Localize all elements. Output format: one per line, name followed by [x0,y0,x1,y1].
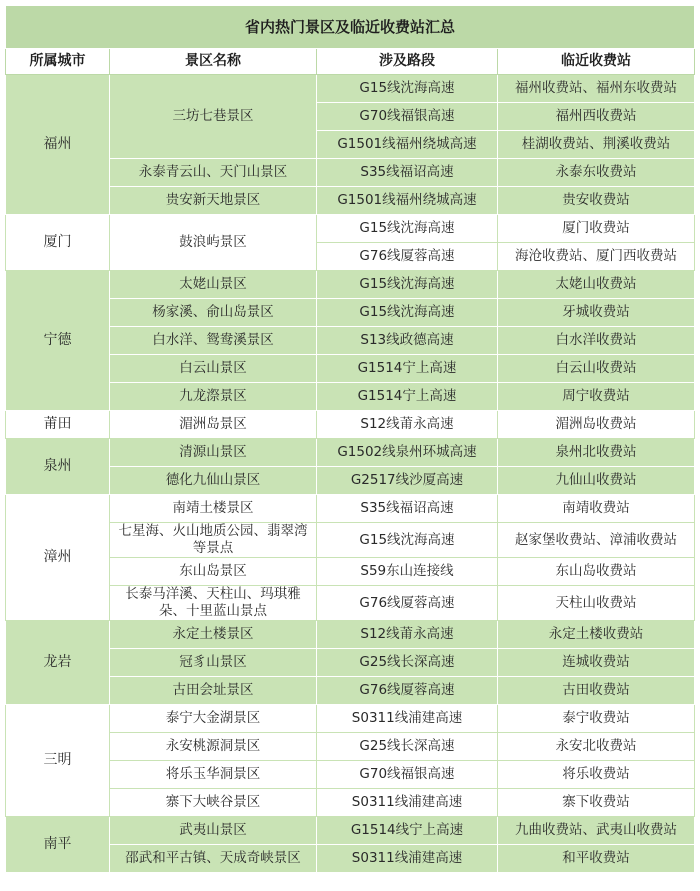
table-row [6,817,695,845]
city-cell: 厦门 [6,215,110,271]
road-cell: G70线福银高速 [317,761,498,789]
toll-cell: 贵安收费站 [498,187,695,215]
scenic-cell: 长泰马洋溪、天柱山、玛琪雅朵、十里蓝山景点 [110,586,317,621]
table-row [6,495,695,523]
road-cell: S12线莆永高速 [317,411,498,439]
road-cell: G1501线福州绕城高速 [317,187,498,215]
table-row [6,649,695,677]
city-cell: 泉州 [6,439,110,495]
road-cell: G1501线福州绕城高速 [317,131,498,159]
road-cell: S0311线浦建高速 [317,845,498,873]
table-row [6,789,695,817]
toll-cell: 永泰东收费站 [498,159,695,187]
header-toll: 临近收费站 [498,49,695,75]
city-cell: 南平 [6,817,110,873]
road-cell: S12线莆永高速 [317,621,498,649]
toll-cell: 古田收费站 [498,677,695,705]
toll-cell: 天柱山收费站 [498,586,695,621]
road-cell: G70线福银高速 [317,103,498,131]
scenic-cell: 永定土楼景区 [110,621,317,649]
toll-cell: 和平收费站 [498,845,695,873]
city-cell: 龙岩 [6,621,110,705]
scenic-cell: 东山岛景区 [110,558,317,586]
city-cell: 漳州 [6,495,110,621]
table-row [6,705,695,733]
table-row [6,411,695,439]
scenic-cell: 湄洲岛景区 [110,411,317,439]
scenic-cell: 泰宁大金湖景区 [110,705,317,733]
toll-cell: 福州西收费站 [498,103,695,131]
toll-cell: 九仙山收费站 [498,467,695,495]
table-row [6,586,695,621]
road-cell: G1514宁上高速 [317,383,498,411]
toll-cell: 永安北收费站 [498,733,695,761]
toll-cell: 泉州北收费站 [498,439,695,467]
table-row [6,187,695,215]
road-cell: G15线沈海高速 [317,523,498,558]
road-cell: G25线长深高速 [317,649,498,677]
toll-cell: 连城收费站 [498,649,695,677]
toll-cell: 周宁收费站 [498,383,695,411]
scenic-cell: 清源山景区 [110,439,317,467]
scenic-cell: 南靖土楼景区 [110,495,317,523]
toll-cell: 九曲收费站、武夷山收费站 [498,817,695,845]
road-cell: G76线厦蓉高速 [317,677,498,705]
table-container [5,5,694,873]
road-cell: G15线沈海高速 [317,75,498,103]
toll-cell: 桂湖收费站、荆溪收费站 [498,131,695,159]
scenic-cell: 贵安新天地景区 [110,187,317,215]
table-row [6,383,695,411]
city-cell: 福州 [6,75,110,215]
table-row [6,159,695,187]
scenic-cell: 三坊七巷景区 [110,75,317,159]
header-scenic: 景区名称 [110,49,317,75]
scenic-cell: 将乐玉华洞景区 [110,761,317,789]
toll-cell: 寨下收费站 [498,789,695,817]
scenic-cell: 武夷山景区 [110,817,317,845]
table-row [6,75,695,103]
header-row [6,49,695,75]
road-cell: S0311线浦建高速 [317,789,498,817]
scenic-cell: 邵武和平古镇、天成奇峡景区 [110,845,317,873]
table-row [6,621,695,649]
table-row [6,467,695,495]
toll-cell: 太姥山收费站 [498,271,695,299]
table-row [6,327,695,355]
table-title: 省内热门景区及临近收费站汇总 [6,6,695,49]
header-city: 所属城市 [6,49,110,75]
road-cell: G15线沈海高速 [317,215,498,243]
road-cell: G76线厦蓉高速 [317,243,498,271]
table-row [6,299,695,327]
scenic-cell: 太姥山景区 [110,271,317,299]
road-cell: G1514线宁上高速 [317,817,498,845]
toll-cell: 赵家堡收费站、漳浦收费站 [498,523,695,558]
toll-cell: 泰宁收费站 [498,705,695,733]
road-cell: G76线厦蓉高速 [317,586,498,621]
table-row [6,523,695,558]
table-row [6,215,695,243]
city-cell: 三明 [6,705,110,817]
toll-cell: 永定土楼收费站 [498,621,695,649]
toll-cell: 南靖收费站 [498,495,695,523]
toll-cell: 湄洲岛收费站 [498,411,695,439]
toll-cell: 东山岛收费站 [498,558,695,586]
table-row [6,355,695,383]
scenic-cell: 九龙漈景区 [110,383,317,411]
toll-cell: 将乐收费站 [498,761,695,789]
road-cell: S13线政德高速 [317,327,498,355]
table-row [6,761,695,789]
road-cell: G25线长深高速 [317,733,498,761]
toll-cell: 白水洋收费站 [498,327,695,355]
scenic-cell: 白水洋、鸳鸯溪景区 [110,327,317,355]
scenic-cell: 杨家溪、俞山岛景区 [110,299,317,327]
scenic-cell: 鼓浪屿景区 [110,215,317,271]
scenic-cell: 古田会址景区 [110,677,317,705]
road-cell: S0311线浦建高速 [317,705,498,733]
toll-cell: 牙城收费站 [498,299,695,327]
table-row [6,845,695,873]
table-row [6,439,695,467]
scenic-cell: 冠豸山景区 [110,649,317,677]
table-row [6,677,695,705]
table-row [6,733,695,761]
scenic-cell: 白云山景区 [110,355,317,383]
toll-cell: 海沧收费站、厦门西收费站 [498,243,695,271]
table-row [6,271,695,299]
table-body [6,75,695,873]
scenic-cell: 七星海、火山地质公园、翡翠湾等景点 [110,523,317,558]
city-cell: 宁德 [6,271,110,411]
road-cell: G2517线沙厦高速 [317,467,498,495]
road-cell: G15线沈海高速 [317,271,498,299]
road-cell: S35线福诏高速 [317,495,498,523]
city-cell: 莆田 [6,411,110,439]
scenic-cell: 德化九仙山景区 [110,467,317,495]
table-row [6,558,695,586]
toll-cell: 福州收费站、福州东收费站 [498,75,695,103]
road-cell: S59东山连接线 [317,558,498,586]
scenic-toll-table [5,5,695,873]
scenic-cell: 永泰青云山、天门山景区 [110,159,317,187]
road-cell: G15线沈海高速 [317,299,498,327]
road-cell: G1514宁上高速 [317,355,498,383]
toll-cell: 白云山收费站 [498,355,695,383]
road-cell: G1502线泉州环城高速 [317,439,498,467]
road-cell: S35线福诏高速 [317,159,498,187]
toll-cell: 厦门收费站 [498,215,695,243]
scenic-cell: 寨下大峡谷景区 [110,789,317,817]
header-road: 涉及路段 [317,49,498,75]
scenic-cell: 永安桃源洞景区 [110,733,317,761]
